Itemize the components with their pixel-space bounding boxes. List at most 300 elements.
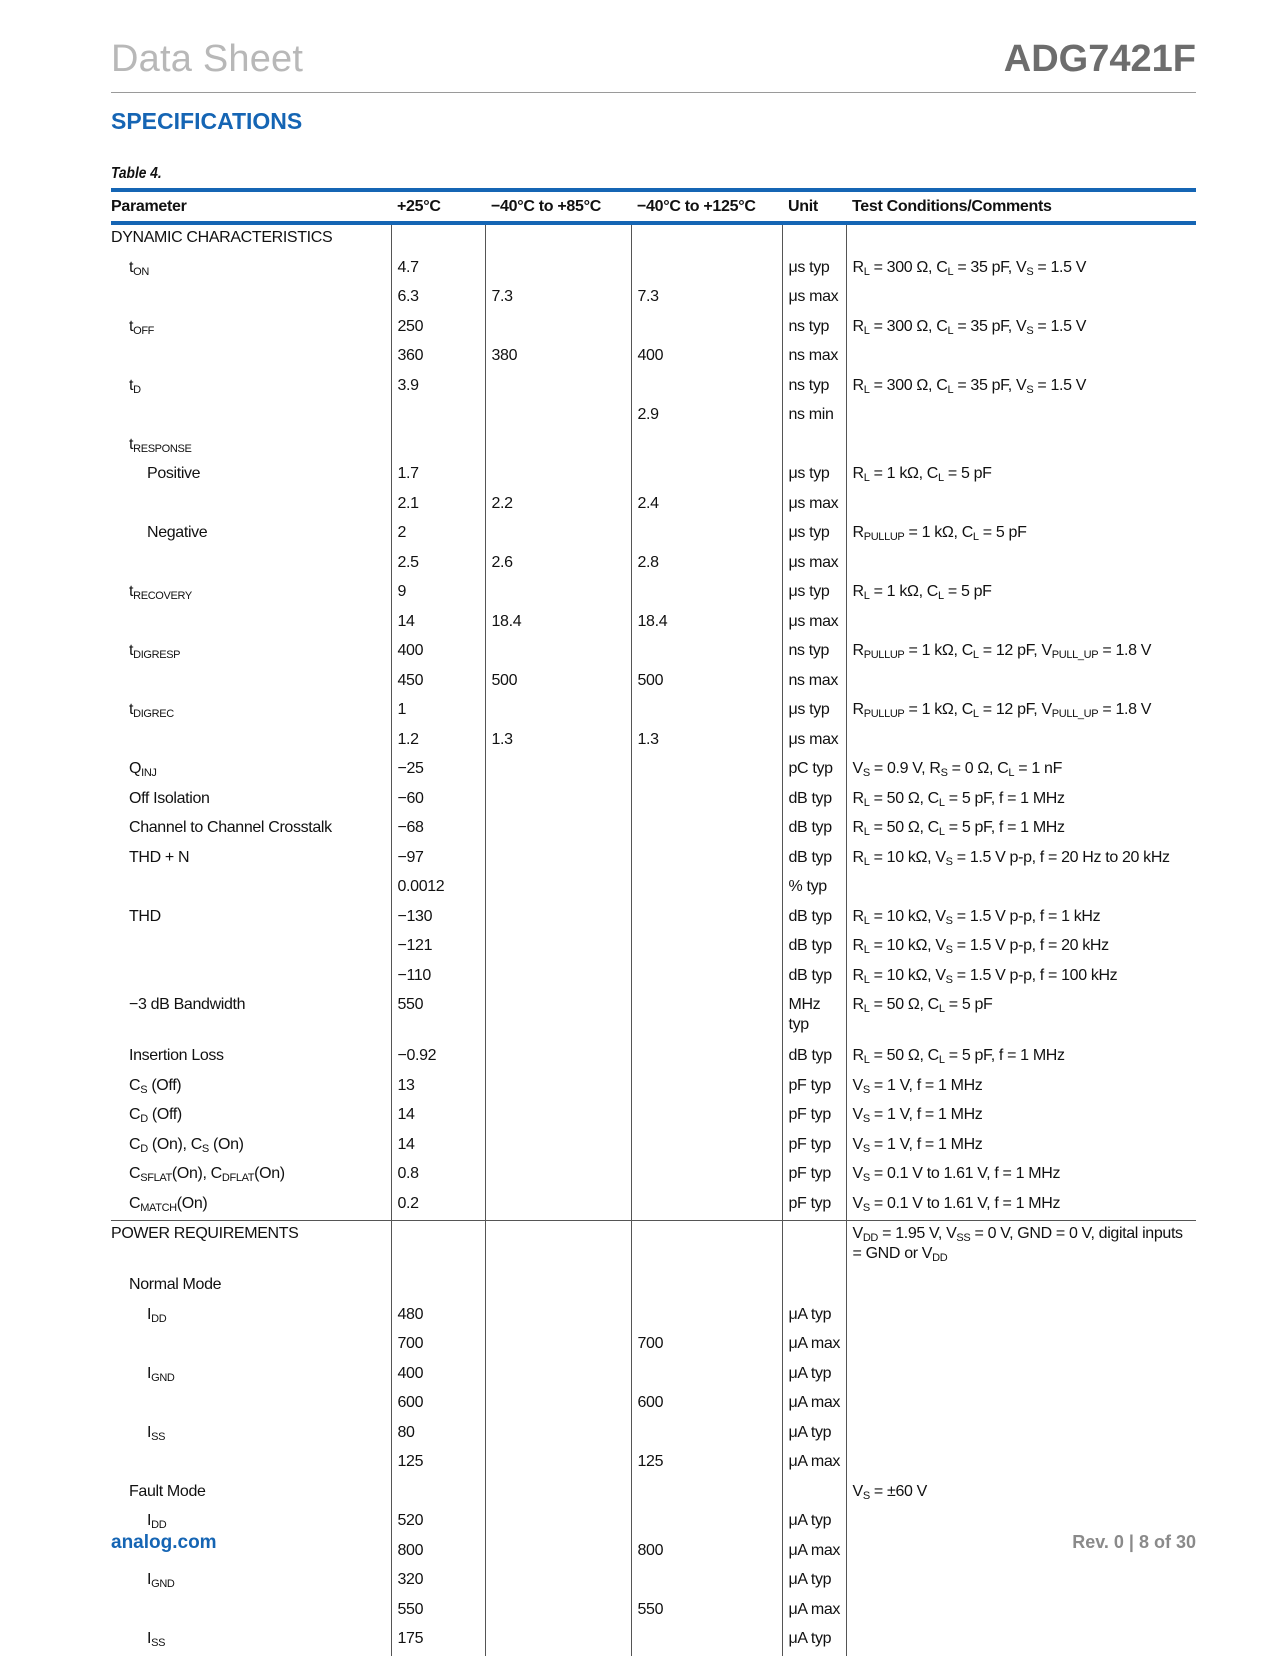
cell-25c: 175	[391, 1626, 485, 1656]
cell-conditions	[846, 668, 1196, 698]
column-header-125c: −40°C to +125°C	[631, 190, 782, 223]
table-row	[111, 845, 1196, 875]
cell-125c	[631, 874, 782, 904]
cell-85c	[485, 314, 631, 344]
table-caption: Table 4.	[111, 165, 162, 182]
table-row	[111, 933, 1196, 963]
cell-unit	[782, 1272, 846, 1302]
cell-conditions	[846, 1331, 1196, 1361]
cell-unit: ns max	[782, 668, 846, 698]
cell-85c	[485, 845, 631, 875]
cell-unit: ns min	[782, 402, 846, 432]
cell-125c	[631, 845, 782, 875]
cell-unit: dB typ	[782, 845, 846, 875]
cell-unit: % typ	[782, 874, 846, 904]
cell-125c: 125	[631, 1449, 782, 1479]
table-row	[111, 963, 1196, 993]
cell-125c: 2.8	[631, 550, 782, 580]
header-part-number: ADG7421F	[1003, 38, 1196, 80]
cell-25c: 250	[391, 314, 485, 344]
cell-unit: μs typ	[782, 520, 846, 550]
cell-parameter: THD + N	[129, 848, 190, 866]
cell-85c	[485, 638, 631, 668]
cell-conditions: $R_L = 10$ kΩ, $V_S = 1.5$ V p-p, f = 20 Hz to 20 kHz	[846, 845, 1196, 875]
cell-85c	[485, 1449, 631, 1479]
cell-parameter	[111, 933, 391, 963]
table-row	[111, 697, 1196, 727]
table-row	[111, 1272, 1196, 1302]
table-row	[111, 756, 1196, 786]
cell-85c	[485, 786, 631, 816]
cell-unit: ns typ	[782, 373, 846, 403]
cell-conditions: $V_S = 1$ V, f = 1 MHz	[846, 1102, 1196, 1132]
cell-125c: 700	[631, 1331, 782, 1361]
table-row	[111, 1390, 1196, 1420]
cell-parameter: Fault Mode	[129, 1482, 206, 1500]
cell-unit: μA typ	[782, 1567, 846, 1597]
cell-85c	[485, 1161, 631, 1191]
cell-25c: 13	[391, 1073, 485, 1103]
table-row	[111, 1567, 1196, 1597]
cell-parameter: Normal Mode	[129, 1276, 222, 1293]
footer-website-link[interactable]: analog.com	[111, 1532, 217, 1553]
table-row	[111, 402, 1196, 432]
table-row	[111, 1191, 1196, 1221]
cell-parameter: POWER REQUIREMENTS	[111, 1221, 391, 1273]
cell-unit	[782, 1221, 846, 1273]
cell-unit: μs typ	[782, 255, 846, 285]
cell-85c	[485, 373, 631, 403]
cell-85c	[485, 1191, 631, 1221]
table-body	[111, 223, 1196, 1656]
cell-parameter	[111, 1449, 391, 1479]
cell-25c: 14	[391, 1132, 485, 1162]
cell-125c	[631, 1626, 782, 1656]
cell-unit: ns typ	[782, 314, 846, 344]
cell-conditions: $R_{PULLUP} = 1$ kΩ, $C_L = 5$ pF	[846, 520, 1196, 550]
cell-unit: pF typ	[782, 1161, 846, 1191]
table-row	[111, 1420, 1196, 1450]
cell-125c	[631, 223, 782, 255]
table-row	[111, 255, 1196, 285]
cell-25c	[391, 1272, 485, 1302]
cell-parameter: Channel to Channel Crosstalk	[129, 819, 332, 836]
cell-125c: 7.3	[631, 284, 782, 314]
cell-unit: dB typ	[782, 963, 846, 993]
cell-125c	[631, 992, 782, 1043]
cell-125c	[631, 1302, 782, 1332]
cell-125c	[631, 638, 782, 668]
cell-25c: 1.2	[391, 727, 485, 757]
table-row	[111, 1161, 1196, 1191]
cell-conditions: $V_S = 0.1$ V to 1.61 V, f = 1 MHz	[846, 1161, 1196, 1191]
section-title: SPECIFICATIONS	[111, 108, 303, 134]
cell-85c	[485, 1538, 631, 1568]
cell-25c: −121	[391, 933, 485, 963]
cell-85c: 2.6	[485, 550, 631, 580]
cell-25c: 14	[391, 1102, 485, 1132]
cell-conditions: $V_S = 0.1$ V to 1.61 V, f = 1 MHz	[846, 1191, 1196, 1221]
cell-125c	[631, 815, 782, 845]
table-row	[111, 373, 1196, 403]
cell-parameter	[111, 491, 391, 521]
table-section-row	[111, 223, 1196, 255]
cell-parameter	[111, 550, 391, 580]
cell-parameter: $I_{SS}$	[147, 1423, 166, 1443]
table-row	[111, 1508, 1196, 1538]
cell-125c	[631, 933, 782, 963]
cell-unit: μA max	[782, 1390, 846, 1420]
cell-85c	[485, 904, 631, 934]
cell-85c	[485, 756, 631, 786]
cell-85c	[485, 1361, 631, 1391]
cell-85c	[485, 461, 631, 491]
cell-85c	[485, 1626, 631, 1656]
cell-parameter	[111, 963, 391, 993]
cell-85c: 18.4	[485, 609, 631, 639]
cell-unit: μs max	[782, 727, 846, 757]
cell-conditions	[846, 874, 1196, 904]
cell-25c: −97	[391, 845, 485, 875]
cell-conditions	[846, 1626, 1196, 1656]
cell-conditions: $R_L = 10$ kΩ, $V_S = 1.5$ V p-p, f = 100 kHz	[846, 963, 1196, 993]
cell-parameter: DYNAMIC CHARACTERISTICS	[111, 223, 391, 255]
cell-conditions: $V_S = \pm 60$ V	[846, 1479, 1196, 1509]
table-row	[111, 874, 1196, 904]
cell-unit: pF typ	[782, 1073, 846, 1103]
cell-125c	[631, 520, 782, 550]
cell-unit: ns typ	[782, 638, 846, 668]
cell-85c	[485, 1390, 631, 1420]
cell-125c	[631, 1508, 782, 1538]
cell-parameter: $C_D$ (Off)	[129, 1106, 182, 1125]
cell-conditions	[846, 491, 1196, 521]
cell-conditions: $R_L = 1$ kΩ, $C_L = 5$ pF	[846, 461, 1196, 491]
cell-25c: 480	[391, 1302, 485, 1332]
cell-conditions	[846, 1420, 1196, 1450]
cell-25c: 125	[391, 1449, 485, 1479]
column-header-85c: −40°C to +85°C	[485, 190, 631, 223]
cell-25c: −25	[391, 756, 485, 786]
cell-parameter	[111, 668, 391, 698]
table-row	[111, 1597, 1196, 1627]
cell-unit: pF typ	[782, 1191, 846, 1221]
cell-25c: 80	[391, 1420, 485, 1450]
table-row	[111, 904, 1196, 934]
cell-25c: 800	[391, 1538, 485, 1568]
cell-unit	[782, 1479, 846, 1509]
table-row	[111, 284, 1196, 314]
cell-25c: 3.9	[391, 373, 485, 403]
cell-25c: 520	[391, 1508, 485, 1538]
table-row	[111, 1449, 1196, 1479]
cell-125c	[631, 1132, 782, 1162]
table-row	[111, 343, 1196, 373]
cell-parameter: THD	[129, 907, 161, 925]
table-row	[111, 815, 1196, 845]
header-doc-type: Data Sheet	[111, 38, 304, 80]
column-header-unit: Unit	[782, 190, 846, 223]
cell-unit: pF typ	[782, 1102, 846, 1132]
cell-parameter: Insertion Loss	[129, 1047, 224, 1064]
cell-conditions	[846, 1567, 1196, 1597]
table-row	[111, 432, 1196, 462]
cell-25c: 400	[391, 638, 485, 668]
cell-85c	[485, 432, 631, 462]
cell-25c: −60	[391, 786, 485, 816]
cell-conditions: $R_{PULLUP} = 1$ kΩ, $C_L = 12$ pF, $V_{PULL\_UP} = 1.8$ V	[846, 697, 1196, 727]
cell-125c	[631, 373, 782, 403]
cell-25c: −0.92	[391, 1043, 485, 1073]
cell-parameter: $t_{OFF}$	[129, 317, 155, 337]
cell-125c: 18.4	[631, 609, 782, 639]
table-row	[111, 1302, 1196, 1332]
cell-25c: 320	[391, 1567, 485, 1597]
cell-conditions	[846, 1449, 1196, 1479]
cell-125c	[631, 1567, 782, 1597]
cell-125c: 500	[631, 668, 782, 698]
table-row	[111, 461, 1196, 491]
cell-85c	[485, 874, 631, 904]
cell-conditions: $R_L = 1$ kΩ, $C_L = 5$ pF	[846, 579, 1196, 609]
cell-25c: 6.3	[391, 284, 485, 314]
cell-85c	[485, 579, 631, 609]
header-divider	[111, 92, 1196, 93]
cell-85c: 500	[485, 668, 631, 698]
cell-conditions	[846, 284, 1196, 314]
specifications-table	[111, 188, 1196, 1656]
cell-25c	[391, 432, 485, 462]
cell-125c	[631, 1043, 782, 1073]
cell-unit: μA max	[782, 1449, 846, 1479]
cell-unit: μA max	[782, 1597, 846, 1627]
cell-unit: ns max	[782, 343, 846, 373]
cell-conditions: $R_L = 50$ Ω, $C_L = 5$ pF, f = 1 MHz	[846, 1043, 1196, 1073]
cell-85c	[485, 223, 631, 255]
cell-85c	[485, 1102, 631, 1132]
cell-parameter	[111, 874, 391, 904]
cell-unit: μA typ	[782, 1508, 846, 1538]
table-row	[111, 491, 1196, 521]
cell-conditions	[846, 1597, 1196, 1627]
cell-125c: 800	[631, 1538, 782, 1568]
cell-25c: 2.5	[391, 550, 485, 580]
cell-125c: 550	[631, 1597, 782, 1627]
column-header-conditions: Test Conditions/Comments	[846, 190, 1196, 223]
cell-125c	[631, 1191, 782, 1221]
table-row	[111, 1626, 1196, 1656]
table-row	[111, 579, 1196, 609]
cell-unit: μs max	[782, 609, 846, 639]
cell-85c	[485, 992, 631, 1043]
cell-parameter: $I_{GND}$	[147, 1571, 175, 1590]
cell-85c	[485, 1597, 631, 1627]
table-row	[111, 609, 1196, 639]
cell-85c	[485, 1132, 631, 1162]
cell-unit: dB typ	[782, 786, 846, 816]
cell-parameter: Negative	[147, 524, 208, 541]
cell-25c: 450	[391, 668, 485, 698]
cell-unit: μs max	[782, 284, 846, 314]
cell-125c	[631, 314, 782, 344]
cell-25c: 2.1	[391, 491, 485, 521]
cell-conditions: $V_S = 0.9$ V, $R_S = 0$ Ω, $C_L = 1$ nF	[846, 756, 1196, 786]
cell-125c	[631, 1161, 782, 1191]
cell-conditions	[846, 1272, 1196, 1302]
cell-125c	[631, 1272, 782, 1302]
cell-conditions: $R_L = 10$ kΩ, $V_S = 1.5$ V p-p, f = 1 kHz	[846, 904, 1196, 934]
cell-conditions: $V_{DD} = 1.95$ V, $V_{SS} = 0$ V, GND = 0 V, digital inputs = GND or $V_{DD}$	[846, 1221, 1196, 1273]
cell-unit: μA max	[782, 1538, 846, 1568]
cell-85c	[485, 1567, 631, 1597]
cell-unit: μs typ	[782, 697, 846, 727]
cell-unit: dB typ	[782, 933, 846, 963]
cell-parameter: −3 dB Bandwidth	[129, 996, 246, 1013]
cell-unit: μA typ	[782, 1361, 846, 1391]
table-header-row	[111, 190, 1196, 223]
cell-25c: 550	[391, 992, 485, 1043]
cell-parameter: $C_D$ (On), $C_S$ (On)	[129, 1135, 244, 1155]
cell-unit	[782, 223, 846, 255]
cell-parameter: $t_{RECOVERY}$	[129, 583, 192, 602]
cell-85c	[485, 1479, 631, 1509]
cell-unit: dB typ	[782, 904, 846, 934]
cell-25c: 0.2	[391, 1191, 485, 1221]
cell-85c	[485, 933, 631, 963]
cell-85c: 1.3	[485, 727, 631, 757]
table-row	[111, 668, 1196, 698]
table-section-row	[111, 1221, 1196, 1273]
cell-85c	[485, 1302, 631, 1332]
cell-25c: 360	[391, 343, 485, 373]
table-row	[111, 1361, 1196, 1391]
cell-85c	[485, 1272, 631, 1302]
cell-25c: 2	[391, 520, 485, 550]
cell-conditions	[846, 402, 1196, 432]
cell-25c: −68	[391, 815, 485, 845]
cell-conditions: $R_L = 300$ Ω, $C_L = 35$ pF, $V_S = 1.5$ V	[846, 373, 1196, 403]
cell-125c: 600	[631, 1390, 782, 1420]
cell-parameter: $C_S$ (Off)	[129, 1076, 182, 1096]
cell-85c	[485, 1508, 631, 1538]
cell-85c	[485, 1221, 631, 1273]
cell-125c	[631, 904, 782, 934]
cell-unit: μs max	[782, 491, 846, 521]
cell-unit: μs typ	[782, 579, 846, 609]
cell-parameter	[111, 1597, 391, 1627]
table-row	[111, 314, 1196, 344]
table-row	[111, 550, 1196, 580]
cell-25c: 1.7	[391, 461, 485, 491]
cell-85c	[485, 255, 631, 285]
table-row	[111, 638, 1196, 668]
table-row	[111, 1538, 1196, 1568]
cell-85c	[485, 1043, 631, 1073]
footer-page-info: Rev. 0 | 8 of 30	[1072, 1532, 1196, 1552]
cell-85c	[485, 520, 631, 550]
cell-unit: pF typ	[782, 1132, 846, 1162]
cell-unit: μA max	[782, 1331, 846, 1361]
cell-85c	[485, 402, 631, 432]
cell-parameter: Off Isolation	[129, 789, 210, 807]
cell-125c	[631, 1221, 782, 1273]
cell-125c	[631, 786, 782, 816]
cell-85c: 380	[485, 343, 631, 373]
cell-25c: 9	[391, 579, 485, 609]
cell-parameter: $I_{GND}$	[147, 1364, 175, 1384]
cell-unit: dB typ	[782, 815, 846, 845]
cell-25c	[391, 1479, 485, 1509]
cell-unit	[782, 432, 846, 462]
cell-25c	[391, 1221, 485, 1273]
cell-parameter: Positive	[147, 465, 201, 482]
cell-85c	[485, 1331, 631, 1361]
cell-unit: MHz typ	[782, 992, 846, 1043]
cell-parameter	[111, 284, 391, 314]
cell-85c	[485, 815, 631, 845]
cell-85c	[485, 697, 631, 727]
cell-25c: 600	[391, 1390, 485, 1420]
cell-conditions: $R_L = 50$ Ω, $C_L = 5$ pF, f = 1 MHz	[846, 786, 1196, 816]
cell-125c: 2.9	[631, 402, 782, 432]
cell-25c: 0.8	[391, 1161, 485, 1191]
cell-parameter	[111, 1390, 391, 1420]
cell-125c: 400	[631, 343, 782, 373]
cell-conditions	[846, 223, 1196, 255]
cell-parameter: $t_{RESPONSE}$	[129, 435, 192, 455]
cell-unit: μA typ	[782, 1302, 846, 1332]
cell-25c	[391, 402, 485, 432]
cell-125c	[631, 1420, 782, 1450]
table-row	[111, 1073, 1196, 1103]
cell-parameter: $I_{DD}$	[147, 1305, 167, 1325]
cell-conditions	[846, 727, 1196, 757]
table-row	[111, 786, 1196, 816]
cell-25c: 550	[391, 1597, 485, 1627]
cell-25c	[391, 223, 485, 255]
cell-125c	[631, 1361, 782, 1391]
cell-conditions	[846, 432, 1196, 462]
cell-parameter: $Q_{INJ}$	[129, 760, 157, 779]
cell-125c	[631, 432, 782, 462]
cell-125c	[631, 1073, 782, 1103]
table-row	[111, 1479, 1196, 1509]
cell-parameter: $t_D$	[129, 376, 141, 396]
cell-125c	[631, 461, 782, 491]
cell-parameter: $I_{DD}$	[147, 1512, 167, 1531]
cell-parameter: $I_{SS}$	[147, 1630, 166, 1649]
cell-conditions	[846, 1390, 1196, 1420]
cell-conditions: $R_L = 50$ Ω, $C_L = 5$ pF	[846, 992, 1196, 1043]
cell-conditions	[846, 343, 1196, 373]
cell-unit: dB typ	[782, 1043, 846, 1073]
cell-25c: 700	[391, 1331, 485, 1361]
cell-unit: μs typ	[782, 461, 846, 491]
cell-85c	[485, 1420, 631, 1450]
cell-conditions	[846, 550, 1196, 580]
cell-125c	[631, 1102, 782, 1132]
cell-125c	[631, 697, 782, 727]
cell-125c: 1.3	[631, 727, 782, 757]
cell-unit: μs max	[782, 550, 846, 580]
cell-parameter	[111, 609, 391, 639]
cell-parameter	[111, 343, 391, 373]
table-row	[111, 520, 1196, 550]
table-row	[111, 727, 1196, 757]
cell-125c: 2.4	[631, 491, 782, 521]
cell-parameter: $C_{MATCH}(On)$	[129, 1194, 208, 1214]
cell-parameter: $C_{SFLAT}(On)$, $C_{DFLAT}(On)$	[129, 1165, 285, 1184]
